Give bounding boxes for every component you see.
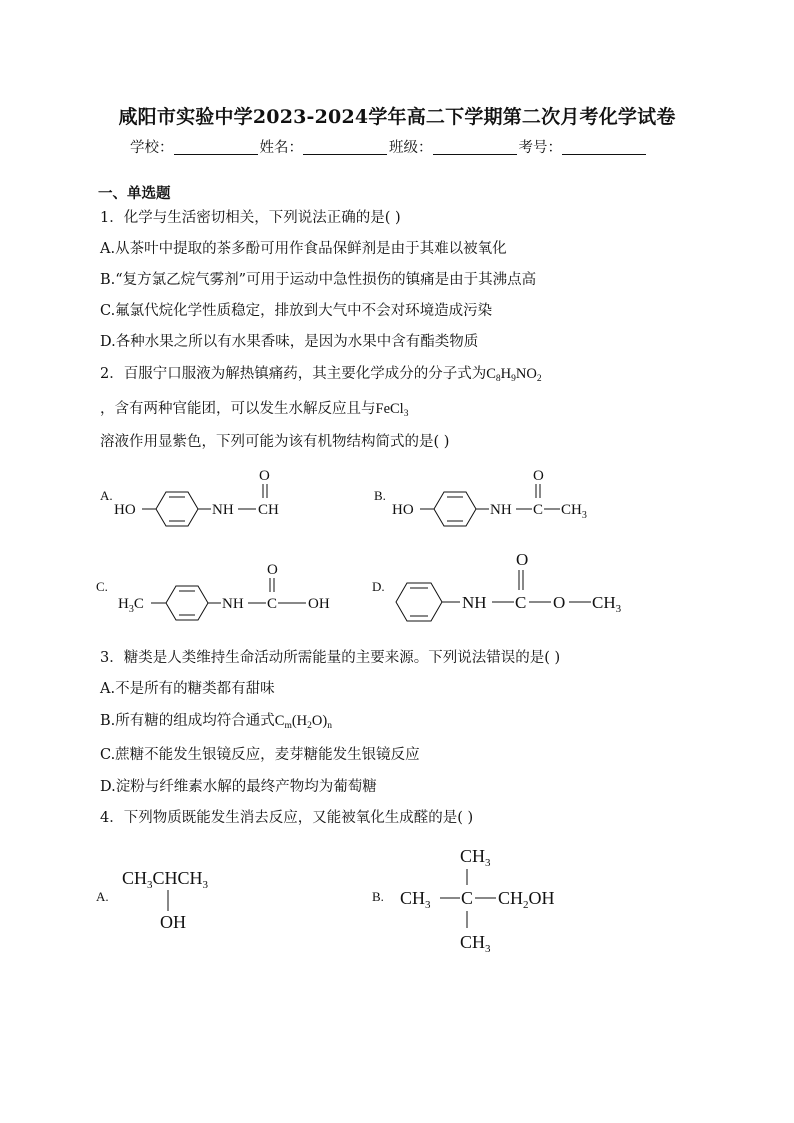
q2-line2-text: ，含有两种官能团，可以发生水解反应且与 [100, 401, 376, 417]
exam-no-label: 考号： [518, 140, 562, 156]
top-ch3: $CH_3$ [460, 846, 491, 869]
q4-option-a-label[interactable]: A. [96, 889, 109, 904]
oh-group: OH [160, 912, 186, 932]
q2-option-c-label[interactable]: C. [96, 579, 108, 594]
q2-option-b-structure[interactable] [384, 462, 604, 532]
q2-stem [100, 362, 542, 383]
q2-option-d-structure[interactable] [388, 542, 638, 622]
q2-option-a-label[interactable]: A. [100, 488, 113, 503]
ho-group: HO [392, 502, 414, 518]
q2-stem-text: 2．百服宁口服液为解热镇痛药，其主要化学成分的分子式为 [100, 366, 487, 382]
q2-option-c-structure[interactable] [114, 552, 354, 622]
q1-option-d[interactable]: D.各种水果之所以有水果香味，是因为水果中含有酯类物质 [100, 334, 479, 350]
q3-option-a[interactable]: A.不是所有的糖类都有甜味 [100, 681, 275, 697]
ch-group: CH [258, 502, 279, 518]
q2-line3: 溶液作用显紫色，下列可能为该有机物结构简式的是( ) [100, 434, 450, 450]
carbonyl-o: O [516, 550, 529, 569]
student-info-line [130, 136, 648, 157]
school-label: 学校： [130, 140, 174, 156]
q1-option-c[interactable]: C.氟氯代烷化学性质稳定，排放到大气中不会对环境造成污染 [100, 303, 493, 319]
nh-group: NH [462, 593, 487, 612]
q3-stem: 3．糖类是人类维持生命活动所需能量的主要来源。下列说法错误的是( ) [100, 650, 561, 666]
class-blank[interactable] [433, 140, 517, 155]
q4-option-b-label[interactable]: B. [372, 889, 384, 904]
q2-option-a-structure[interactable] [110, 462, 300, 532]
left-ch3: $CH_3$ [400, 888, 431, 911]
nh-group: NH [212, 502, 234, 518]
q2-line2 [100, 397, 408, 418]
nh-group: NH [490, 502, 512, 518]
oh-group: OH [308, 596, 330, 612]
q3-option-b[interactable] [100, 709, 332, 730]
c-atom: C [533, 502, 544, 518]
q1-option-b[interactable]: B.“复方氯乙烷气雾剂”可用于运动中急性损伤的镇痛是由于其沸点高 [100, 272, 537, 288]
name-blank[interactable] [303, 140, 387, 155]
fecl3-formula: FeCl$_3$ [375, 401, 409, 419]
carbonyl-o: O [259, 468, 270, 484]
exam-no-blank[interactable] [562, 140, 646, 155]
q4-stem: 4．下列物质既能发生消去反应，又能被氧化生成醛的是( ) [100, 810, 474, 826]
class-label: 班级： [389, 140, 433, 156]
bottom-ch3: $CH_3$ [460, 932, 491, 955]
q3-option-d[interactable]: D.淀粉与纤维素水解的最终产物均为葡萄糖 [100, 779, 377, 795]
nh-group: NH [222, 596, 244, 612]
q1-stem: 1．化学与生活密切相关，下列说法正确的是( ) [100, 210, 401, 226]
carbonyl-o: O [267, 562, 278, 578]
ch3chch3-chain: $CH_3CHCH_3$ [122, 868, 209, 891]
c-atom: C [515, 593, 527, 612]
q3-option-c[interactable]: C.蔗糖不能发生银镜反应，麦芽糖能发生银镜反应 [100, 747, 420, 763]
school-blank[interactable] [174, 140, 258, 155]
q2-option-b-label[interactable]: B. [374, 488, 386, 503]
c-atom: C [461, 888, 474, 908]
ch3-group: $CH_3$ [561, 502, 587, 521]
h3c-group: $H_3C$ [118, 596, 144, 615]
ho-group: HO [114, 502, 136, 518]
benzene-ring [396, 583, 442, 621]
ester-o: O [553, 593, 566, 612]
q2-option-d-label[interactable]: D. [372, 579, 385, 594]
section-heading: 一、单选题 [98, 185, 171, 202]
q1-option-a[interactable]: A.从茶叶中提取的茶多酚可用作食品保鲜剂是由于其难以被氧化 [100, 241, 507, 257]
q3-option-b-text: B.所有糖的组成均符合通式 [100, 713, 275, 729]
ch2oh-group: $CH_2OH$ [498, 888, 555, 911]
general-formula: $C_m(H_2O)_n$ [274, 713, 332, 731]
q4-option-b-structure[interactable] [396, 838, 596, 958]
q2-molecular-formula: $C_8H_9NO_2$ [486, 366, 542, 384]
name-label: 姓名： [259, 140, 303, 156]
ch3-group: $CH_3$ [592, 593, 622, 615]
carbonyl-o: O [533, 468, 544, 484]
page-title: 咸阳市实验中学2023-2024学年高二下学期第二次月考化学试卷 [118, 106, 676, 128]
c-atom: C [267, 596, 278, 612]
q4-option-a-structure[interactable] [116, 858, 246, 938]
